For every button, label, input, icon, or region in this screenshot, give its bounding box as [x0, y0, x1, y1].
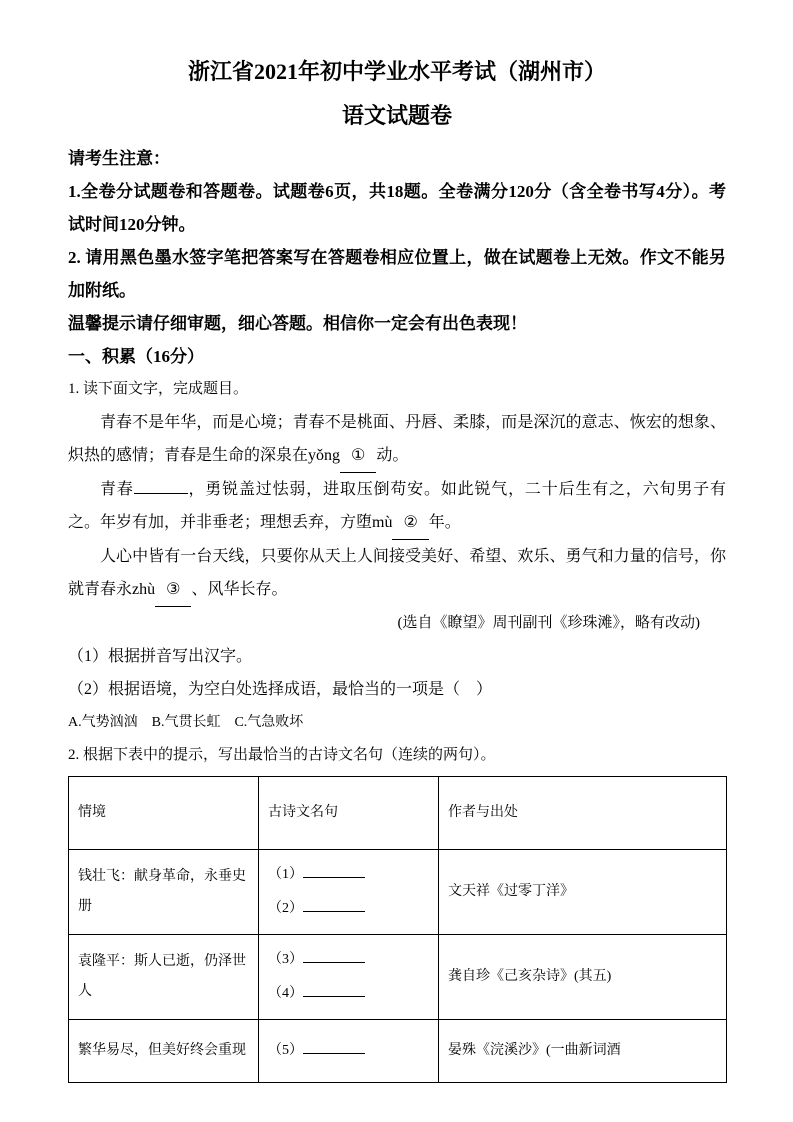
answer-underline-3 [303, 950, 365, 963]
situation-cell-2: 袁隆平：斯人已逝，仍泽世人 [69, 935, 259, 1020]
pinyin-blank-2: ② [392, 506, 428, 540]
q1-source-attribution: (选自《瞭望》周刊副刊《珍珠滩》，略有改动) [397, 615, 700, 631]
table-header-row [69, 777, 727, 850]
para3-text-before: 人心中皆有一台天线，只要你从天上人间接受美好、希望、欢乐、勇气和力量的信号，你就青春永zhù [68, 548, 726, 598]
q1-stem [68, 373, 726, 406]
blank-number-1: （1） [268, 867, 303, 882]
blank-number-2: （2） [268, 901, 303, 916]
para3-text-after: 、风华长存。 [191, 581, 288, 598]
q1-sub-question-2: （2）根据语境，为空白处选择成语，最恰当的一项是（ ） [68, 681, 493, 698]
header-author: 作者与出处 [439, 777, 727, 850]
notice-item-1: 1.全卷分试题卷和答题卷。试题卷6页，共18题。全卷满分120分（含全卷书写4分）。考试时间120分钟。 [68, 182, 726, 234]
idiom-blank-underline [134, 479, 188, 494]
verse-blank-line [268, 858, 429, 892]
verse-cell-1 [259, 850, 439, 935]
author-cell-1: 文天祥《过零丁洋》 [439, 850, 727, 935]
author-cell-2: 龚自珍《己亥杂诗》(其五) [439, 935, 727, 1020]
verse-cell-2 [259, 935, 439, 1020]
q1-passage-para-3 [68, 540, 726, 607]
verse-cell-3 [259, 1020, 439, 1083]
notice-item-2: 2. 请用黑色墨水签字笔把答案写在答题卷相应位置上，做在试题卷上无效。作文不能另加附纸。 [68, 248, 726, 300]
section-1-heading: 一、积累（16分） [68, 347, 204, 366]
q1-stem-text: 读下面文字，完成题目。 [83, 381, 249, 397]
situation-cell-3: 繁华易尽，但美好终会重现 [69, 1020, 259, 1083]
q1-passage-para-2 [68, 473, 726, 540]
pinyin-blank-3: ③ [155, 573, 191, 607]
q1-number: 1. [68, 381, 80, 397]
answer-underline-2 [303, 899, 365, 912]
blank-number-4: （4） [268, 986, 303, 1001]
header-verse: 古诗文名句 [259, 777, 439, 850]
q1-sub-question-1: （1）根据拼音写出汉字。 [68, 648, 253, 665]
q2-poetry-table [68, 776, 727, 1083]
blank-number-3: （3） [268, 952, 303, 967]
verse-blank-line [268, 943, 429, 977]
para2-text-mid: ，勇锐盖过怯弱，进取压倒苟安。如此锐气，二十后生有之，六旬男子有之。年岁有加，并非垂老；理想丢弃，方堕mù [68, 481, 726, 531]
blank-number-5: （5） [268, 1043, 303, 1058]
pinyin-blank-1: ① [340, 439, 376, 473]
q2-stem [68, 739, 726, 772]
para1-text-before: 青春不是年华，而是心境；青春不是桃面、丹唇、柔膝，而是深沉的意志、恢宏的想象、炽热的感情；青春是生命的深泉在yǒng [68, 414, 726, 464]
situation-cell-1: 钱壮飞：献身革命，永垂史册 [69, 850, 259, 935]
para2-text-after: 年。 [428, 514, 461, 531]
notice-heading: 请考生注意： [68, 149, 170, 168]
header-situation: 情境 [69, 777, 259, 850]
para2-text-before: 青春 [100, 481, 134, 498]
candidate-notice [68, 142, 726, 340]
table-row-3 [69, 1020, 727, 1083]
para1-text-after: 动。 [376, 447, 409, 464]
verse-blank-line [268, 977, 429, 1011]
notice-tip: 温馨提示请仔细审题，细心答题。相信你一定会有出色表现！ [68, 314, 527, 333]
exam-title: 浙江省2021年初中学业水平考试（湖州市） [187, 59, 606, 84]
verse-blank-line [268, 892, 429, 926]
q1-passage [68, 406, 726, 607]
answer-underline-5 [303, 1041, 365, 1054]
exam-body [68, 142, 726, 1083]
answer-underline-4 [303, 984, 365, 997]
exam-subtitle: 语文试题卷 [341, 103, 452, 128]
table-row-2 [69, 935, 727, 1020]
q2-stem-text: 根据下表中的提示，写出最恰当的古诗文名句（连续的两句）。 [83, 747, 496, 763]
q2-number: 2. [68, 747, 80, 763]
author-cell-3: 晏殊《浣溪沙》(一曲新词酒 [439, 1020, 727, 1083]
q1-passage-para-1 [68, 406, 726, 473]
verse-blank-line [268, 1034, 429, 1068]
q1-option-list: A.气势汹汹 B.气贯长虹 C.气急败坏 [68, 715, 304, 730]
answer-underline-1 [303, 865, 365, 878]
table-row-1 [69, 850, 727, 935]
